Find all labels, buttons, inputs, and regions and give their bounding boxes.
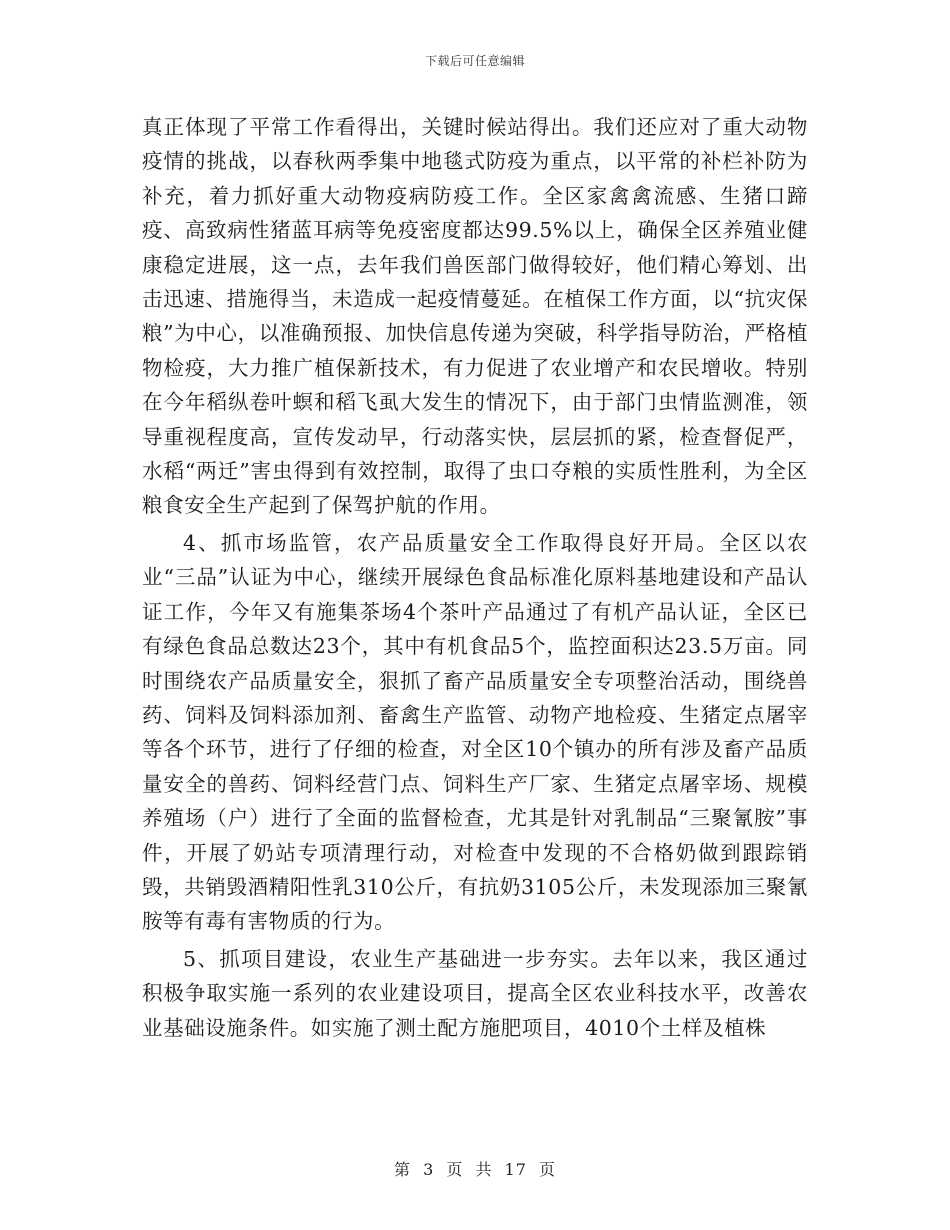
paragraph-item-4: 4、抓市场监管，农产品质量安全工作取得良好开局。全区以农业“三品”认证为中心，继续开展绿色食品标准化原料基地建设和产品认证工作，今年又有施集茶场4个茶叶产品通过了有机产品认证，全区已有绿色食品总数达23个，其中有机食品5个，监控面积达23.5万亩。同时围绕农产品质量安全，狠抓了畜产品质量安全专项整治活动，围绕兽药、饲料及饲料添加剂、畜禽生产监管、动物产地检疫、生猪定点屠宰等各个环节，进行了仔细的检查，对全区10个镇办的所有涉及畜产品质量安全的兽药、饲料经营门点、饲料生产厂家、生猪定点屠宰场、规模养殖场（户）进行了全面的监督检查，尤其是针对乳制品“三聚氰胺”事件，开展了奶站专项清理行动，对检查中发现的不合格奶做到跟踪销毁，共销毁酒精阳性乳310公斤，有抗奶3105公斤，未发现添加三聚氰胺等有毒有害物质的行为。 [142,530,808,934]
page-number: 第 3 页 共 17 页 [394,1160,556,1179]
paragraph-continuation: 真正体现了平常工作看得出，关键时候站得出。我们还应对了重大动物疫情的挑战，以春秋两季集中地毯式防疫为重点，以平常的补栏补防为补充，着力抓好重大动物疫病防疫工作。全区家禽禽流感、生猪口蹄疫、高致病性猪蓝耳病等免疫密度都达99.5%以上，确保全区养殖业健康稳定进展，这一点，去年我们兽医部门做得较好，他们精心筹划、出击迅速、措施得当，未造成一起疫情蔓延。在植保工作方面，以“抗灾保粮”为中心，以准确预报、加快信息传递为突破，科学指导防治，严格植物检疫，大力推广植保新技术，有力促进了农业增产和农民增收。特别在今年稻纵卷叶螟和稻飞虱大发生的情况下，由于部门虫情监测准，领导重视程度高，宣传发动早，行动落实快，层层抓的紧，检查督促严，水稻“两迁”害虫得到有效控制，取得了虫口夺粮的实质性胜利，为全区粮食安全生产起到了保驾护航的作用。 [142,115,808,518]
document-body [142,110,808,1045]
page-header-note: 下载后可任意编辑 [424,54,525,68]
paragraph-item-5: 5、抓项目建设，农业生产基础进一步夯实。去年以来，我区通过积极争取实施一系列的农业建设项目，提高全区农业科技水平，改善农业基础设施条件。如实施了测土配方施肥项目，4010个土样及植株 [142,946,808,1040]
